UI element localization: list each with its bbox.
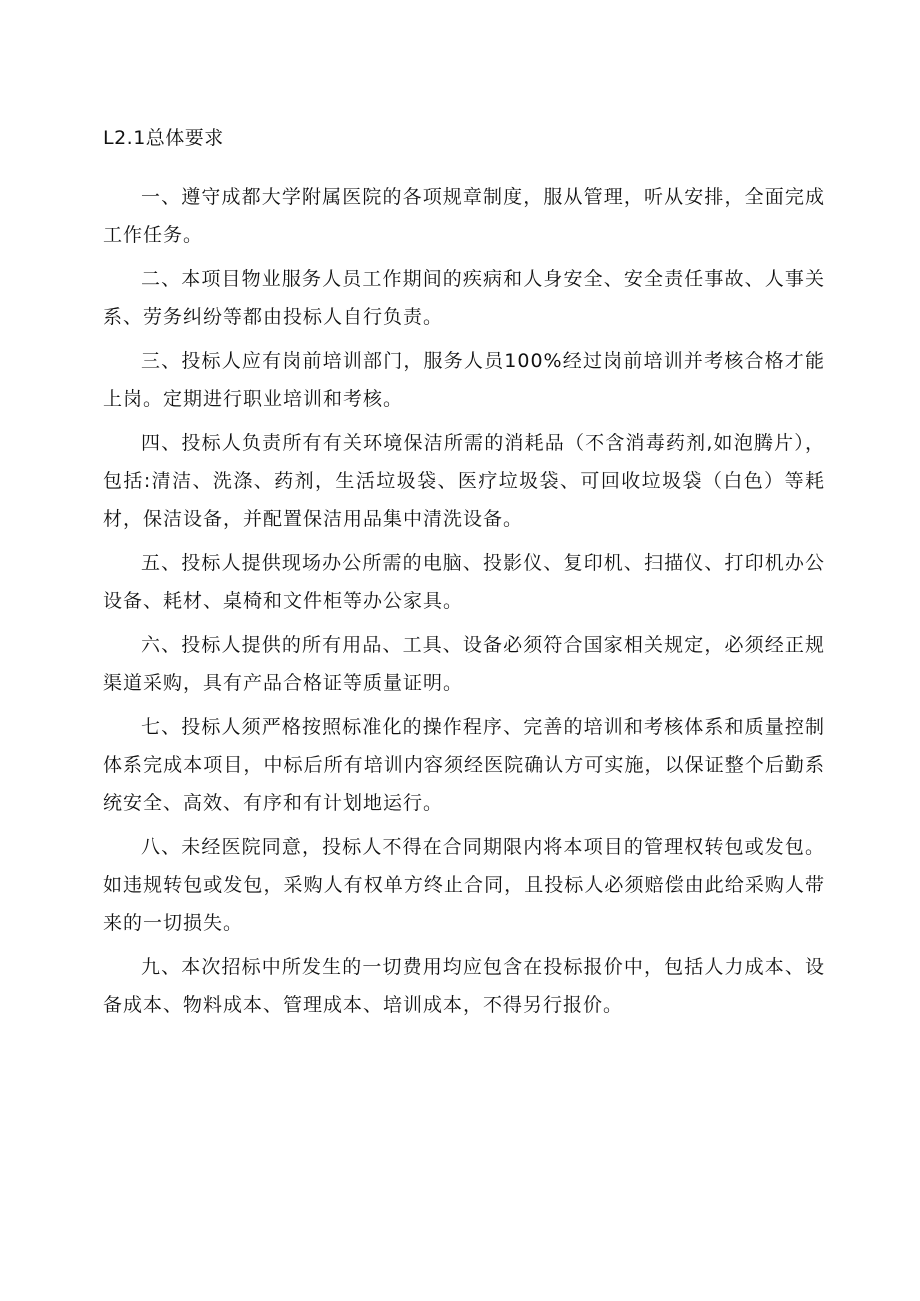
document-body	[103, 178, 825, 1030]
paragraph-9: 九、本次招标中所发生的一切费用均应包含在投标报价中，包括人力成本、设备成本、物料成本、管理成本、培训成本，不得另行报价。	[103, 956, 825, 1016]
paragraph-4: 四、投标人负责所有有关环境保洁所需的消耗品（不含消毒药剂,如泡腾片），包括:清洁、洗涤、药剂，生活垃圾袋、医疗垃圾袋、可回收垃圾袋（白色）等耗材，保洁设备，并配置保洁用品集中清洗设备。	[103, 432, 825, 530]
paragraph-7: 七、投标人须严格按照标准化的操作程序、完善的培训和考核体系和质量控制体系完成本项目，中标后所有培训内容须经医院确认方可实施，以保证整个后勤系统安全、高效、有序和有计划地运行。	[103, 716, 825, 814]
paragraph-3: 三、投标人应有岗前培训部门，服务人员100%经过岗前培训并考核合格才能上岗。定期进行职业培训和考核。	[103, 350, 825, 410]
paragraph-5: 五、投标人提供现场办公所需的电脑、投影仪、复印机、扫描仪、打印机办公设备、耗材、桌椅和文件柜等办公家具。	[103, 552, 825, 612]
paragraph-8: 八、未经医院同意，投标人不得在合同期限内将本项目的管理权转包或发包。如违规转包或发包，采购人有权单方终止合同，且投标人必须赔偿由此给采购人带来的一切损失。	[103, 836, 825, 934]
section-heading: L2.1总体要求	[103, 127, 224, 149]
paragraph-1: 一、遵守成都大学附属医院的各项规章制度，服从管理，听从安排，全面完成工作任务。	[103, 186, 825, 246]
paragraph-2: 二、本项目物业服务人员工作期间的疾病和人身安全、安全责任事故、人事关系、劳务纠纷等都由投标人自行负责。	[103, 268, 825, 328]
paragraph-6: 六、投标人提供的所有用品、工具、设备必须符合国家相关规定，必须经正规渠道采购，具有产品合格证等质量证明。	[103, 634, 825, 694]
